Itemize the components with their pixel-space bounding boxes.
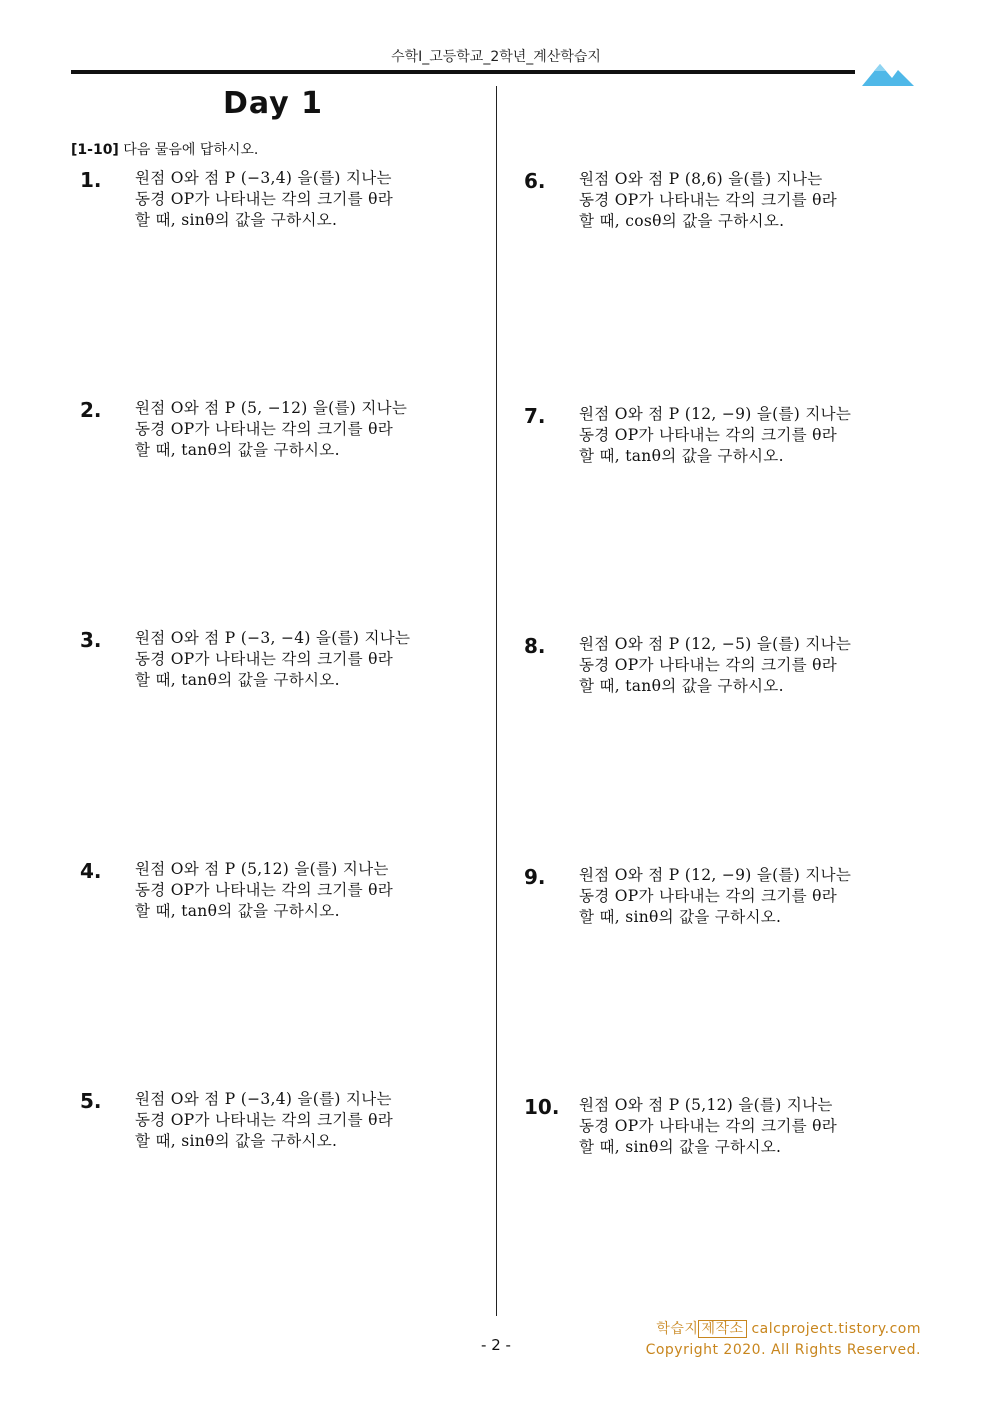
problem-line: 원점 O와 점 P (12, −9) 을(를) 지나는 — [579, 405, 852, 423]
problem-line: 동경 OP가 나타내는 각의 크기를 θ라 — [135, 1111, 394, 1129]
problem-line: 원점 O와 점 P (8,6) 을(를) 지나는 — [579, 170, 823, 188]
problem-number: 2. — [80, 398, 102, 422]
problem-text — [579, 404, 924, 467]
problem-text — [579, 634, 924, 697]
problem-number: 9. — [524, 865, 546, 889]
problem-line: 할 때, sinθ의 값을 구하시오. — [579, 1138, 782, 1156]
problem-line: 할 때, tanθ의 값을 구하시오. — [579, 447, 784, 465]
problem-text — [135, 628, 480, 691]
column-divider — [496, 86, 497, 1316]
header-title: 수학I_고등학교_2학년_계산학습지 — [391, 49, 601, 65]
problem-line: 할 때, sinθ의 값을 구하시오. — [135, 211, 338, 229]
problem-number: 4. — [80, 859, 102, 883]
problem-number: 8. — [524, 634, 546, 658]
problem-line: 동경 OP가 나타내는 각의 크기를 θ라 — [579, 1117, 838, 1135]
footer-brand — [656, 1318, 921, 1338]
problem-line: 할 때, tanθ의 값을 구하시오. — [135, 671, 340, 689]
problem-text — [135, 1089, 480, 1152]
problem-line: 동경 OP가 나타내는 각의 크기를 θ라 — [579, 426, 838, 444]
problem-line: 원점 O와 점 P (−3,4) 을(를) 지나는 — [135, 1090, 392, 1108]
day-title: Day 1 — [222, 86, 324, 121]
problem-line: 할 때, tanθ의 값을 구하시오. — [579, 677, 784, 695]
problem-line: 동경 OP가 나타내는 각의 크기를 θ라 — [135, 420, 394, 438]
problem-line: 할 때, sinθ의 값을 구하시오. — [579, 908, 782, 926]
problem-number: 1. — [80, 168, 102, 192]
problem-line: 동경 OP가 나타내는 각의 크기를 θ라 — [135, 650, 394, 668]
problem-line: 동경 OP가 나타내는 각의 크기를 θ라 — [579, 656, 838, 674]
problem-line: 할 때, tanθ의 값을 구하시오. — [135, 441, 340, 459]
problem-line: 할 때, cosθ의 값을 구하시오. — [579, 212, 785, 230]
problem-line: 원점 O와 점 P (−3, −4) 을(를) 지나는 — [135, 629, 411, 647]
problem-number: 5. — [80, 1089, 102, 1113]
problem-line: 동경 OP가 나타내는 각의 크기를 θ라 — [579, 887, 838, 905]
problem-line: 할 때, tanθ의 값을 구하시오. — [135, 902, 340, 920]
footer-brand-boxed: 제작소 — [698, 1320, 746, 1338]
problem-line: 동경 OP가 나타내는 각의 크기를 θ라 — [135, 881, 394, 899]
problem-line: 원점 O와 점 P (12, −5) 을(를) 지나는 — [579, 635, 852, 653]
problem-text — [135, 168, 480, 231]
footer-brand-prefix: 학습지 — [656, 1321, 699, 1337]
footer-site: calcproject.tistory.com — [746, 1321, 921, 1337]
problem-line: 동경 OP가 나타내는 각의 크기를 θ라 — [579, 191, 838, 209]
problem-text — [135, 398, 480, 461]
problem-text — [579, 169, 924, 232]
problem-text — [135, 859, 480, 922]
page-number: - 2 - — [481, 1336, 511, 1354]
problem-text — [579, 1095, 924, 1158]
problem-line: 원점 O와 점 P (12, −9) 을(를) 지나는 — [579, 866, 852, 884]
problem-line: 동경 OP가 나타내는 각의 크기를 θ라 — [135, 190, 394, 208]
header-rule — [71, 70, 855, 74]
instruction-text: 다음 물음에 답하시오. — [123, 142, 259, 158]
instruction — [71, 139, 258, 159]
mountain-logo-icon — [862, 56, 914, 86]
problem-number: 7. — [524, 404, 546, 428]
problem-line: 원점 O와 점 P (−3,4) 을(를) 지나는 — [135, 169, 392, 187]
instruction-range: [1-10] — [71, 142, 119, 158]
problem-text — [579, 865, 924, 928]
problem-line: 원점 O와 점 P (5, −12) 을(를) 지나는 — [135, 399, 408, 417]
footer-copyright: Copyright 2020. All Rights Reserved. — [645, 1342, 921, 1358]
problem-number: 3. — [80, 628, 102, 652]
problem-line: 원점 O와 점 P (5,12) 을(를) 지나는 — [579, 1096, 833, 1114]
problem-number: 10. — [524, 1095, 560, 1119]
problem-line: 할 때, sinθ의 값을 구하시오. — [135, 1132, 338, 1150]
problem-number: 6. — [524, 169, 546, 193]
problem-line: 원점 O와 점 P (5,12) 을(를) 지나는 — [135, 860, 389, 878]
